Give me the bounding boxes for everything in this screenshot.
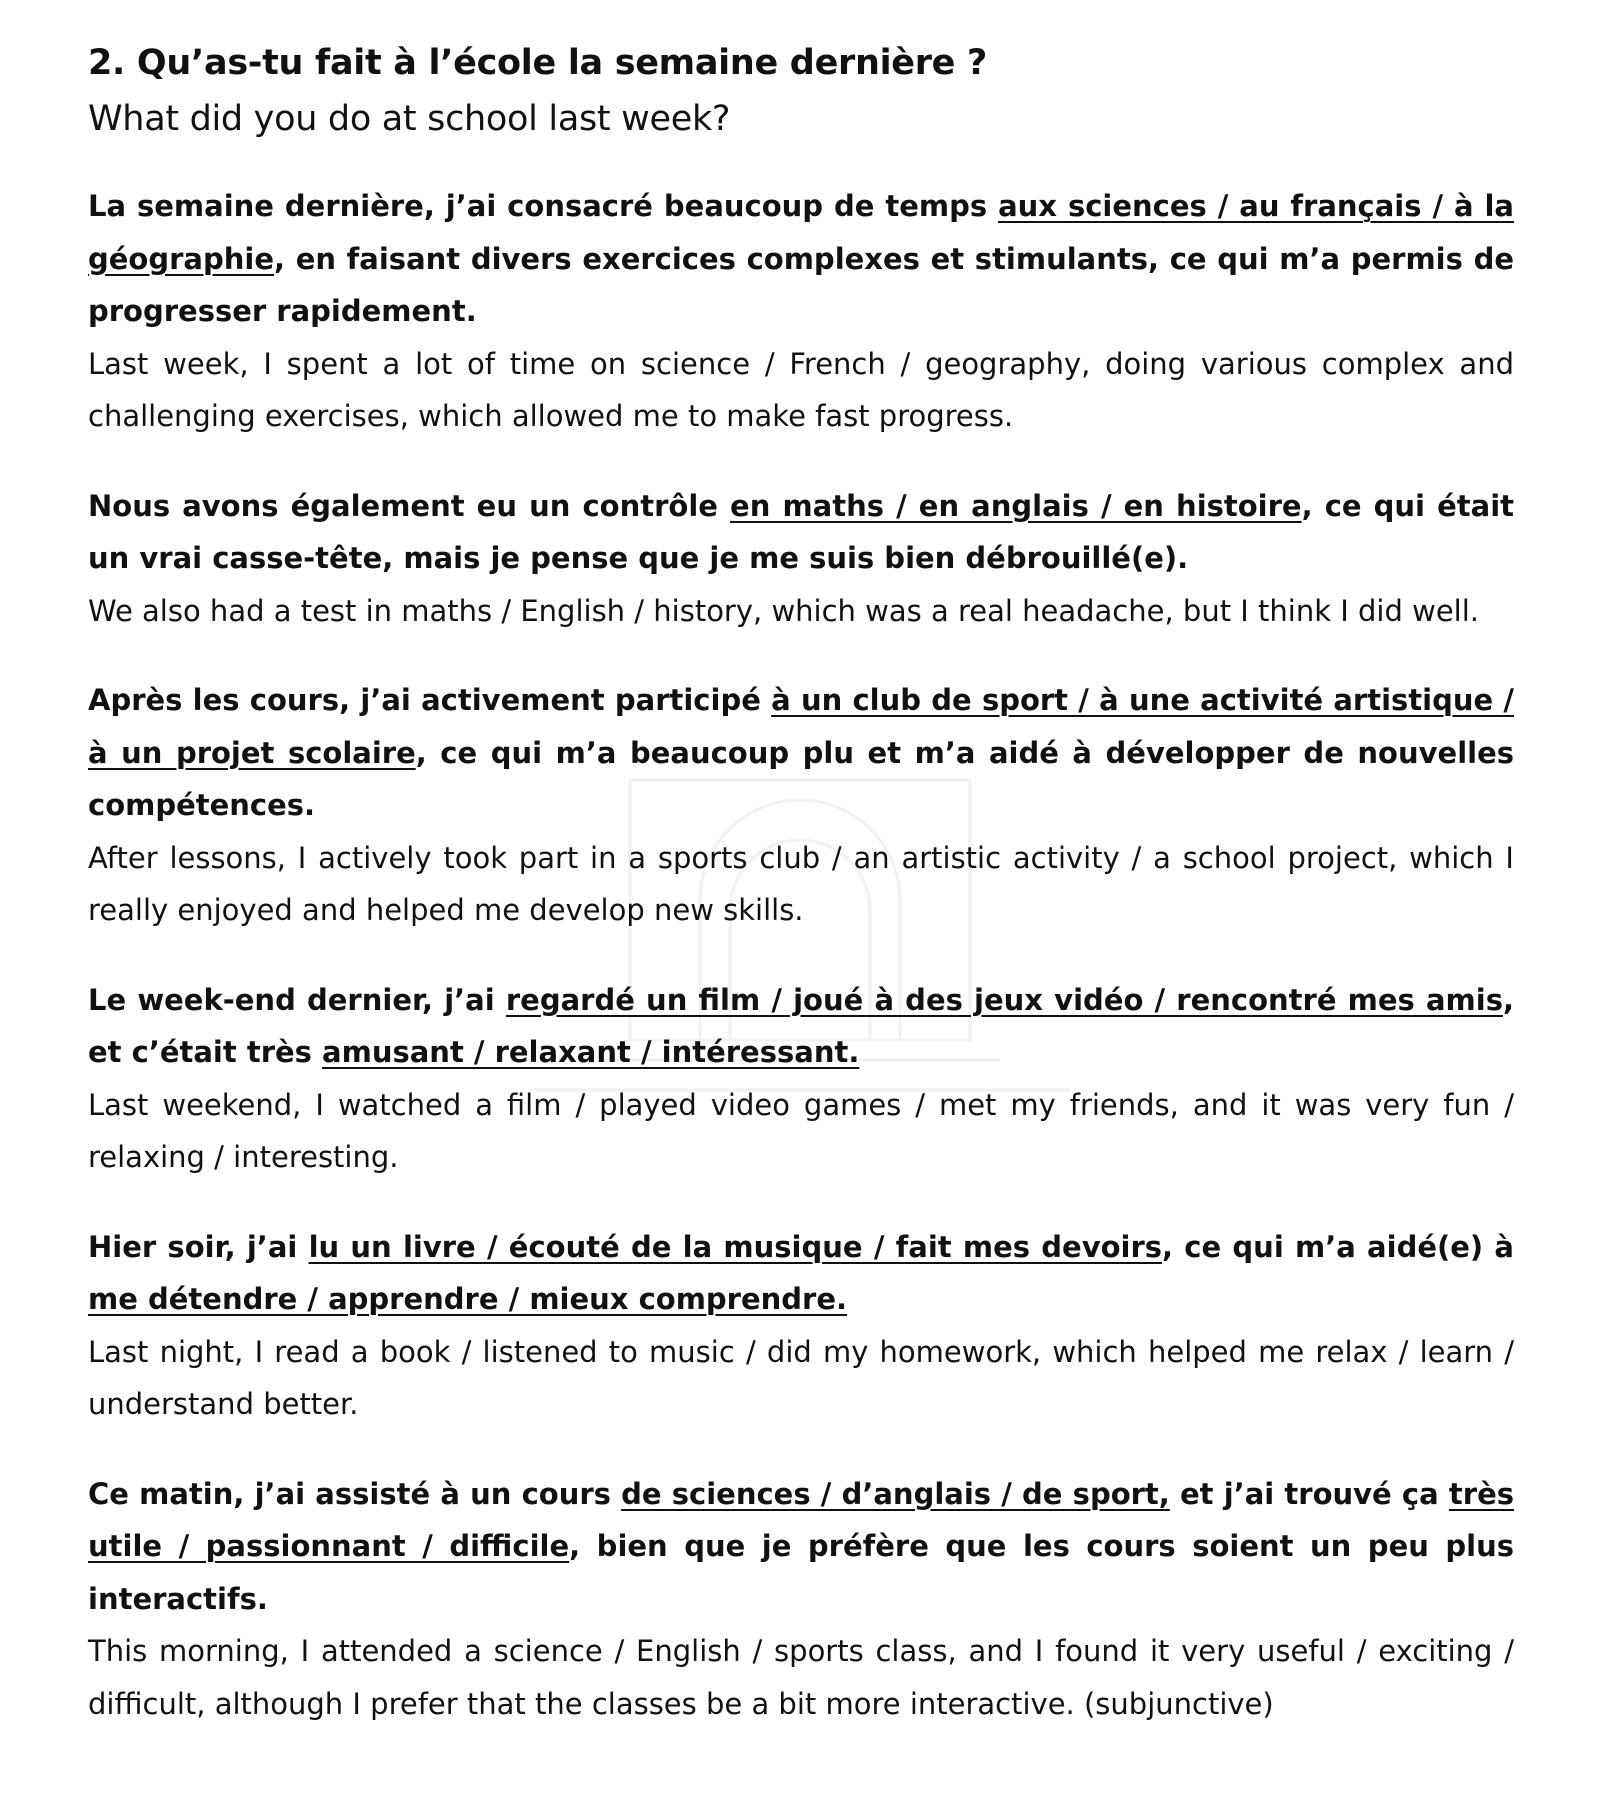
option-choices: à un club de sport / à une activité artistique / à un projet scolaire	[88, 683, 1514, 770]
text-segment: La semaine dernière, j’ai consacré beaucoup de temps	[88, 189, 999, 223]
text-segment: , ce qui m’a aidé(e) à	[1162, 1229, 1514, 1264]
french-sentence	[88, 1221, 1514, 1326]
text-segment: Nous avons également eu un contrôle	[88, 488, 731, 523]
french-sentence	[88, 674, 1514, 832]
text-segment: , en faisant divers exercices complexes et stimulants, ce qui m’a permis de progresser rapidement.	[88, 241, 1514, 328]
english-translation: After lessons, I actively took part in a sports club / an artistic activity / a school project, which I really enjoyed and helped me develop new skills.	[88, 840, 1514, 927]
text-segment: , bien que je préfère que les cours soient un peu plus interactifs.	[88, 1529, 1514, 1616]
text-segment: Ce matin, j’ai assisté à un cours	[88, 1476, 622, 1511]
text-segment: Après les cours, j’ai activement participé	[88, 683, 772, 717]
french-sentence	[88, 974, 1514, 1079]
text-segment: , et c’était très	[88, 982, 1515, 1069]
text-segment: , ce qui m’a beaucoup plu et m’a aidé à développer de nouvelles compétences.	[88, 735, 1514, 822]
section-title: 2. Qu’as-tu fait à l’école la semaine dernière ?	[88, 43, 988, 83]
paragraph-block-4	[88, 974, 1514, 1184]
paragraph-block-1	[88, 180, 1514, 443]
english-translation: Last week, I spent a lot of time on science / French / geography, doing various complex and challenging exercises, which allowed me to make fast progress.	[88, 346, 1514, 433]
english-translation: Last weekend, I watched a film / played video games / met my friends, and it was very fun / relaxing / interesting.	[88, 1087, 1514, 1174]
option-choices: regardé un film / joué à des jeux vidéo / rencontré mes amis	[505, 982, 1503, 1017]
option-choices: de sciences / d’anglais / de sport,	[621, 1476, 1170, 1511]
section-subtitle: What did you do at school last week?	[88, 99, 731, 139]
french-sentence	[88, 180, 1514, 338]
option-choices: amusant / relaxant / intéressant.	[322, 1035, 860, 1069]
english-translation: This morning, I attended a science / English / sports class, and I found it very useful / exciting / difficult, although I prefer that the classes be a bit more interactive. (subjunctive)	[88, 1634, 1514, 1721]
text-segment: Hier soir, j’ai	[88, 1229, 309, 1264]
text-segment: Le week-end dernier, j’ai	[88, 982, 506, 1017]
english-translation: Last night, I read a book / listened to music / did my homework, which helped me relax / learn / understand better.	[88, 1334, 1514, 1421]
option-choices: aux sciences / au français / à la géographie	[88, 189, 1514, 276]
paragraph-block-6	[88, 1468, 1514, 1731]
english-translation: We also had a test in maths / English / history, which was a real headache, but I think I did well.	[88, 593, 1480, 628]
paragraph-block-5	[88, 1221, 1514, 1431]
french-sentence	[88, 1468, 1514, 1626]
option-choices: lu un livre / écouté de la musique / fait mes devoirs	[308, 1229, 1163, 1264]
paragraph-block-2	[88, 480, 1514, 638]
option-choices: me détendre / apprendre / mieux comprendre.	[88, 1282, 848, 1316]
option-choices: très utile / passionnant / difficile	[88, 1476, 1515, 1563]
option-choices: en maths / en anglais / en histoire	[730, 488, 1302, 523]
text-segment: , ce qui était un vrai casse-tête, mais je pense que je me suis bien débrouillé(e).	[88, 488, 1514, 575]
french-sentence	[88, 480, 1514, 585]
paragraph-block-3	[88, 674, 1514, 937]
text-segment: et j’ai trouvé ça	[1169, 1476, 1449, 1511]
